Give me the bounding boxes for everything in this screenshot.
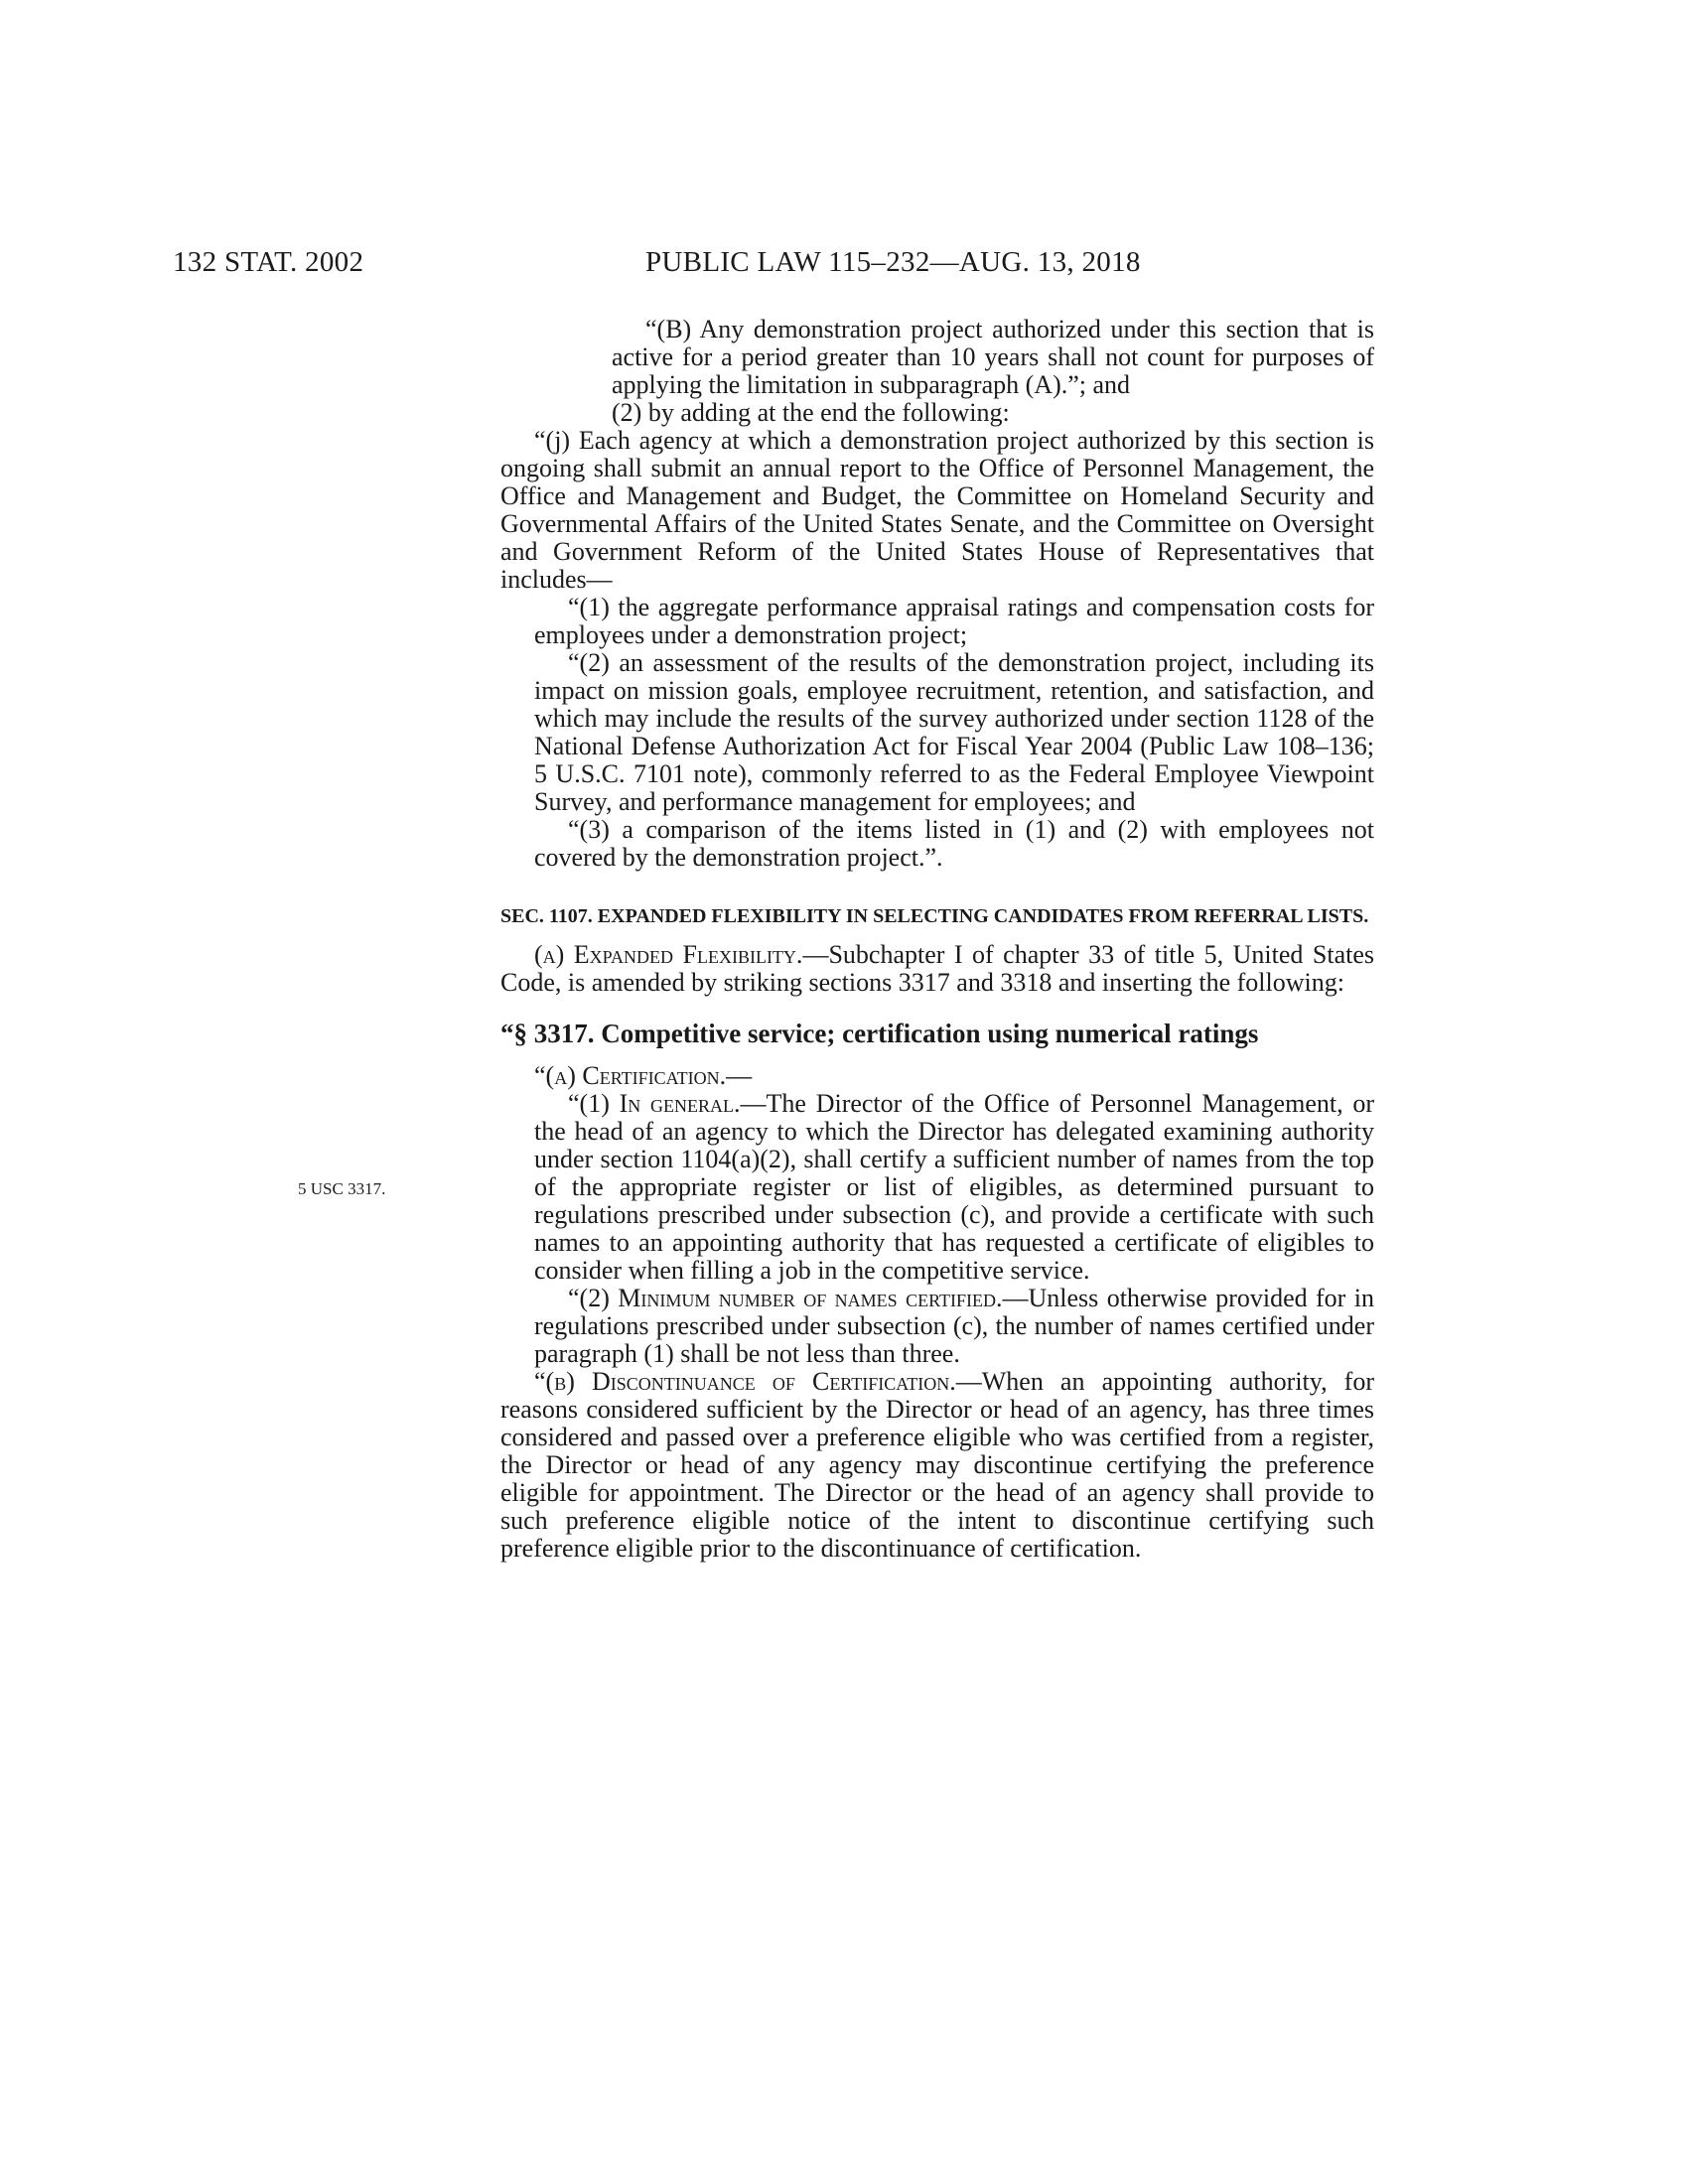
paragraph-label: “(2) Minimum number of names certified. [568, 1284, 1003, 1312]
paragraph-1-in-general [500, 1090, 1374, 1285]
paragraph-text: —Subchapter I of chapter 33 of title 5, United States Code, is amended by striking sections 3317 and 3318 and inserting the following: [500, 940, 1374, 997]
paragraph-j-1: “(1) the aggregate performance appraisal ratings and compensation costs for employees under a demonstration project; [534, 593, 1374, 649]
page-header [0, 246, 1688, 286]
paragraph-label: “(1) In general. [568, 1089, 741, 1118]
paragraph-j-3: “(3) a comparison of the items listed in (1) and (2) with employees not covered by the demonstration project.”. [534, 815, 1374, 872]
paragraph-text: — [726, 1061, 753, 1090]
paragraph-a-expanded-flexibility [500, 941, 1374, 997]
paragraph-b-discontinuance [500, 1368, 1374, 1563]
main-text-column [500, 316, 1374, 1563]
paragraph-b: “(B) Any demonstration project authorized under this section that is active for a period greater than 10 years shall not count for purposes of applying the limitation in subparagraph (A).”; and [612, 315, 1374, 399]
statute-page-number: 132 STAT. 2002 [173, 246, 364, 278]
paragraph-label: (a) Expanded Flexibility. [534, 940, 803, 969]
paragraph-label: “(a) Certification. [534, 1061, 727, 1090]
paragraph-j: “(j) Each agency at which a demonstration project authorized by this section is ongoing shall submit an annual report to the Office of Personnel Management, the Office and Management and Budget, the Committee on Homeland Security and Governmental Affairs of the United States Senate, and the Committee on Oversight and Government Reform of the United States House of Representatives that includes— [500, 426, 1374, 594]
paragraph-label: “(b) Discontinuance of Certification. [534, 1367, 956, 1396]
paragraph-text: —The Director of the Office of Personnel Management, or the head of an agency to which the Director has delegated examining authority under section 1104(a)(2), shall certify a sufficient number of names from the top of the appropriate register or list of eligibles, as determined pursuant to regulations prescribed under subsection (c), and provide a certificate with such names to an appointing authority that has requested a certificate of eligibles to consider when filling a job in the competitive service. [534, 1089, 1374, 1285]
paragraph-2-minimum-number [500, 1285, 1374, 1368]
section-1107-heading: SEC. 1107. EXPANDED FLEXIBILITY IN SELECTING CANDIDATES FROM REFERRAL LISTS. [500, 905, 1369, 927]
usc-margin-note: 5 USC 3317. [298, 1179, 386, 1198]
paragraph-text: —When an appointing authority, for reasons considered sufficient by the Director or head of an agency, has three times considered and passed over a preference eligible who was certified from a register, the Director or head of any agency may discontinue certifying the preference eligible for appointment. The Director or the head of an agency shall provide to such preference eligible notice of the intent to discontinue certifying such preference eligible prior to the discontinuance of certification. [500, 1367, 1374, 1563]
paragraph-2-adding: (2) by adding at the end the following: [612, 398, 1010, 427]
paragraph-a-certification [500, 1062, 1374, 1090]
section-3317-heading: “§ 3317. Competitive service; certification using numerical ratings [500, 1019, 1259, 1048]
public-law-title: PUBLIC LAW 115–232—AUG. 13, 2018 [645, 246, 1141, 278]
paragraph-text: —Unless otherwise provided for in regulations prescribed under subsection (c), the number of names certified under paragraph (1) shall be not less than three. [534, 1284, 1374, 1368]
paragraph-j-2: “(2) an assessment of the results of the demonstration project, including its impact on mission goals, employee recruitment, retention, and satisfaction, and which may include the results of the survey authorized under section 1128 of the National Defense Authorization Act for Fiscal Year 2004 (Public Law 108–136; 5 U.S.C. 7101 note), commonly referred to as the Federal Employee Viewpoint Survey, and performance management for employees; and [534, 648, 1374, 816]
